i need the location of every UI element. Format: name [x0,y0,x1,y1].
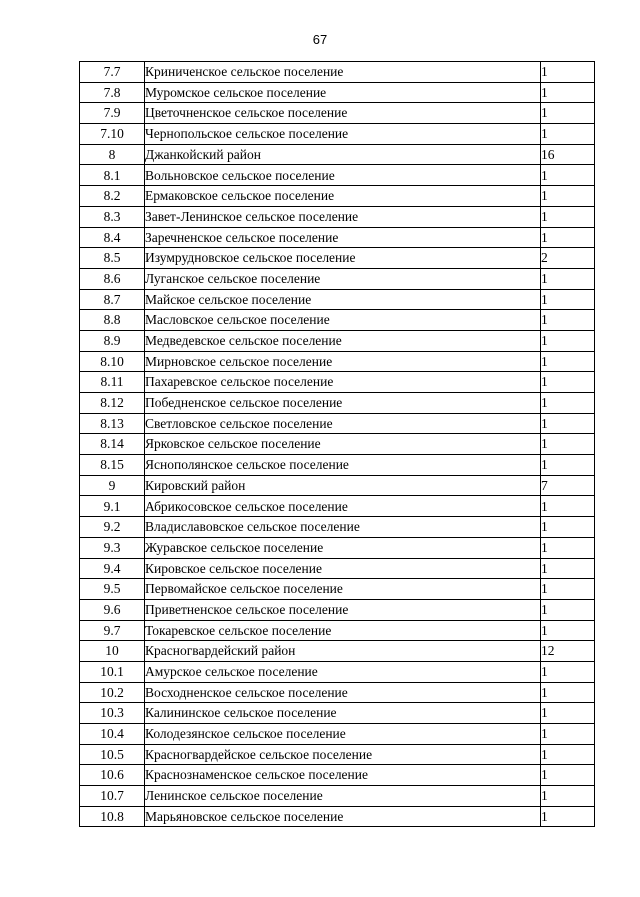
table-row [80,248,595,269]
row-number-cell: 10.3 [80,703,145,724]
row-number-cell: 9 [80,475,145,496]
settlement-name-cell: Калининское сельское поселение [145,703,541,724]
row-number-cell: 8.8 [80,310,145,331]
count-cell: 12 [541,641,595,662]
table-row [80,372,595,393]
table-row [80,227,595,248]
settlement-name-cell: Мирновское сельское поселение [145,351,541,372]
count-cell: 1 [541,372,595,393]
row-number-cell: 8.11 [80,372,145,393]
settlement-name-cell: Светловское сельское поселение [145,413,541,434]
table-row [80,661,595,682]
count-cell: 1 [541,268,595,289]
count-cell: 1 [541,165,595,186]
table-body [80,62,595,827]
count-cell: 1 [541,703,595,724]
table-row [80,724,595,745]
row-number-cell: 8.10 [80,351,145,372]
row-number-cell: 8.7 [80,289,145,310]
settlement-name-cell: Победненское сельское поселение [145,393,541,414]
table-row [80,310,595,331]
row-number-cell: 8.3 [80,206,145,227]
count-cell: 1 [541,537,595,558]
table-row [80,599,595,620]
table-row [80,682,595,703]
count-cell: 1 [541,434,595,455]
row-number-cell: 9.5 [80,579,145,600]
row-number-cell: 8.12 [80,393,145,414]
table-row [80,806,595,827]
settlement-name-cell: Масловское сельское поселение [145,310,541,331]
table-row [80,744,595,765]
table-row [80,620,595,641]
settlement-name-cell: Восходненское сельское поселение [145,682,541,703]
row-number-cell: 9.1 [80,496,145,517]
table-row [80,268,595,289]
settlements-table [79,61,595,827]
table-row [80,165,595,186]
table-row [80,579,595,600]
count-cell: 16 [541,144,595,165]
count-cell: 1 [541,682,595,703]
count-cell: 1 [541,62,595,83]
row-number-cell: 8.6 [80,268,145,289]
table-row [80,537,595,558]
count-cell: 1 [541,765,595,786]
count-cell: 1 [541,724,595,745]
row-number-cell: 7.10 [80,124,145,145]
count-cell: 1 [541,330,595,351]
table-row [80,144,595,165]
row-number-cell: 9.6 [80,599,145,620]
count-cell: 7 [541,475,595,496]
row-number-cell: 8.9 [80,330,145,351]
settlement-name-cell: Криниченское сельское поселение [145,62,541,83]
settlement-name-cell: Колодезянское сельское поселение [145,724,541,745]
row-number-cell: 8.5 [80,248,145,269]
settlement-name-cell: Медведевское сельское поселение [145,330,541,351]
table-row [80,330,595,351]
count-cell: 1 [541,82,595,103]
count-cell: 1 [541,806,595,827]
row-number-cell: 10.7 [80,786,145,807]
count-cell: 1 [541,351,595,372]
table-row [80,765,595,786]
count-cell: 1 [541,661,595,682]
settlement-name-cell: Муромское сельское поселение [145,82,541,103]
count-cell: 1 [541,620,595,641]
count-cell: 2 [541,248,595,269]
table-row [80,434,595,455]
settlement-name-cell: Заречненское сельское поселение [145,227,541,248]
table-row [80,103,595,124]
settlement-name-cell: Ленинское сельское поселение [145,786,541,807]
count-cell: 1 [541,413,595,434]
settlement-name-cell: Марьяновское сельское поселение [145,806,541,827]
table-row [80,351,595,372]
row-number-cell: 10.8 [80,806,145,827]
row-number-cell: 10.1 [80,661,145,682]
settlement-name-cell: Абрикосовское сельское поселение [145,496,541,517]
row-number-cell: 8 [80,144,145,165]
count-cell: 1 [541,227,595,248]
count-cell: 1 [541,289,595,310]
settlement-name-cell: Токаревское сельское поселение [145,620,541,641]
table-row [80,393,595,414]
count-cell: 1 [541,517,595,538]
row-number-cell: 9.3 [80,537,145,558]
table-row [80,496,595,517]
count-cell: 1 [541,455,595,476]
count-cell: 1 [541,186,595,207]
settlement-name-cell: Ермаковское сельское поселение [145,186,541,207]
table-row [80,124,595,145]
table-row [80,786,595,807]
settlement-name-cell: Пахаревское сельское поселение [145,372,541,393]
settlement-name-cell: Ярковское сельское поселение [145,434,541,455]
row-number-cell: 9.2 [80,517,145,538]
row-number-cell: 7.9 [80,103,145,124]
count-cell: 1 [541,744,595,765]
settlement-name-cell: Первомайское сельское поселение [145,579,541,600]
settlement-name-cell: Изумрудновское сельское поселение [145,248,541,269]
settlement-name-cell: Чернопольское сельское поселение [145,124,541,145]
count-cell: 1 [541,103,595,124]
row-number-cell: 8.1 [80,165,145,186]
row-number-cell: 8.2 [80,186,145,207]
table-row [80,475,595,496]
table-row [80,82,595,103]
table-row [80,186,595,207]
settlement-name-cell: Красногвардейское сельское поселение [145,744,541,765]
settlement-name-cell: Приветненское сельское поселение [145,599,541,620]
count-cell: 1 [541,206,595,227]
table-row [80,413,595,434]
row-number-cell: 8.14 [80,434,145,455]
table-row [80,206,595,227]
settlement-name-cell: Вольновское сельское поселение [145,165,541,186]
table-row [80,558,595,579]
settlement-name-cell: Красногвардейский район [145,641,541,662]
row-number-cell: 8.15 [80,455,145,476]
count-cell: 1 [541,496,595,517]
page-number: 67 [312,32,328,47]
settlement-name-cell: Владиславовское сельское поселение [145,517,541,538]
table-row [80,641,595,662]
row-number-cell: 10.4 [80,724,145,745]
settlement-name-cell: Краснознаменское сельское поселение [145,765,541,786]
count-cell: 1 [541,393,595,414]
count-cell: 1 [541,786,595,807]
row-number-cell: 10 [80,641,145,662]
row-number-cell: 7.7 [80,62,145,83]
row-number-cell: 8.4 [80,227,145,248]
row-number-cell: 7.8 [80,82,145,103]
settlement-name-cell: Цветочненское сельское поселение [145,103,541,124]
count-cell: 1 [541,310,595,331]
row-number-cell: 10.6 [80,765,145,786]
row-number-cell: 9.4 [80,558,145,579]
table-row [80,455,595,476]
settlement-name-cell: Майское сельское поселение [145,289,541,310]
count-cell: 1 [541,558,595,579]
settlement-name-cell: Амурское сельское поселение [145,661,541,682]
row-number-cell: 10.5 [80,744,145,765]
table-row [80,703,595,724]
row-number-cell: 9.7 [80,620,145,641]
count-cell: 1 [541,599,595,620]
settlement-name-cell: Луганское сельское поселение [145,268,541,289]
count-cell: 1 [541,579,595,600]
settlement-name-cell: Джанкойский район [145,144,541,165]
count-cell: 1 [541,124,595,145]
settlement-name-cell: Кировское сельское поселение [145,558,541,579]
settlement-name-cell: Журавское сельское поселение [145,537,541,558]
table-row [80,517,595,538]
row-number-cell: 10.2 [80,682,145,703]
settlement-name-cell: Яснополянское сельское поселение [145,455,541,476]
settlement-name-cell: Завет-Ленинское сельское поселение [145,206,541,227]
table-row [80,62,595,83]
row-number-cell: 8.13 [80,413,145,434]
settlement-name-cell: Кировский район [145,475,541,496]
table-row [80,289,595,310]
